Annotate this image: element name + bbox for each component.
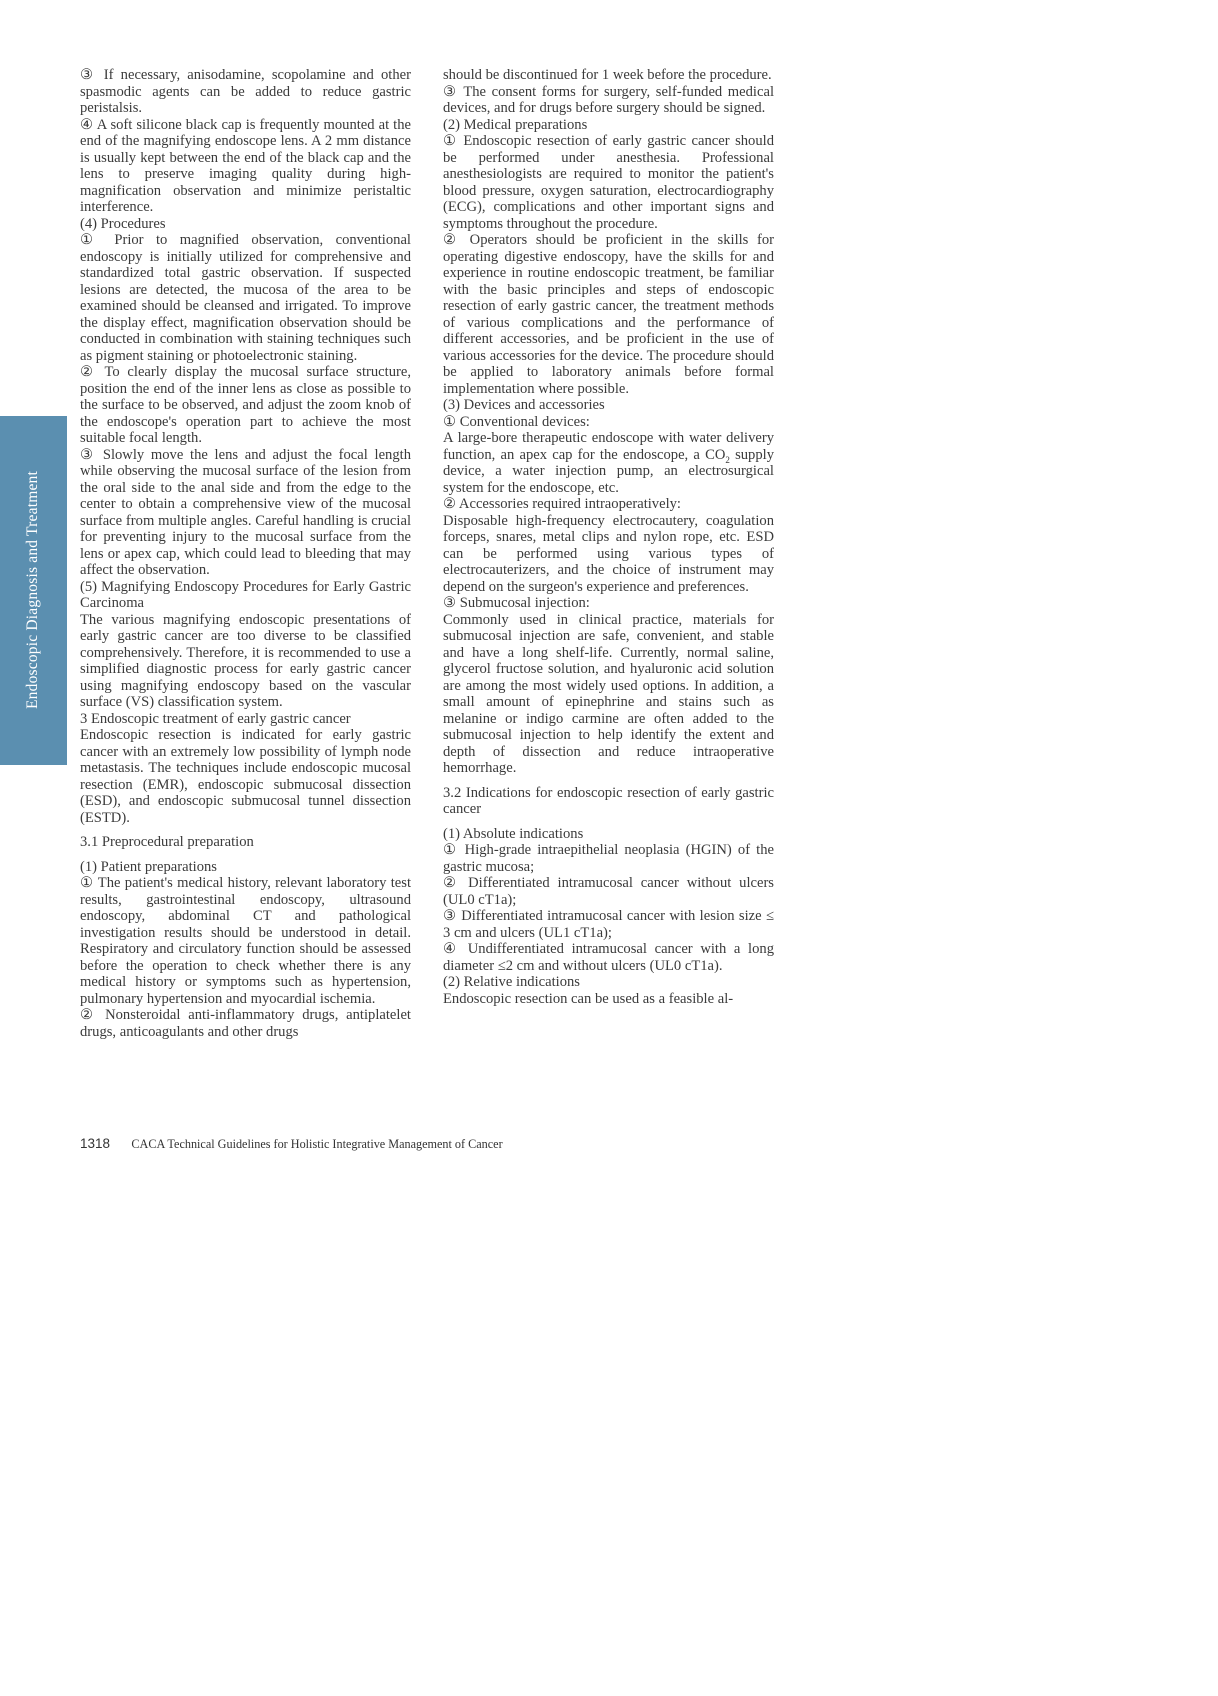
subscript: 2 <box>725 454 730 465</box>
paragraph: ② Nonsteroidal anti-inflammatory drugs, antiplatelet drugs, anticoagulants and other drugs <box>80 1007 411 1040</box>
paragraph <box>443 430 774 496</box>
paragraph: ③ Submucosal injection: <box>443 595 590 611</box>
paragraph-text: A large-bore therapeutic endoscope with water delivery function, an apex cap for the endoscope, a CO <box>443 430 774 463</box>
left-text-column <box>80 67 411 1040</box>
paragraph: should be discontinued for 1 week before the procedure. <box>443 67 772 83</box>
paragraph: (2) Medical preparations <box>443 116 588 133</box>
paragraph: ③ The consent forms for surgery, self-funded medical devices, and for drugs before surgery should be signed. <box>443 83 774 116</box>
paragraph: ② Operators should be proficient in the skills for operating digestive endoscopy, have the skills for and experience in routine endoscopic treatment, be familiar with the basic principles and steps of endoscopic resection of early gastric cancer, the treatment methods of various complications and the performance of different accessories, and be proficient in the use of various accessories for the device. The procedure should be applied to laboratory animals before formal implementation where possible. <box>443 232 774 397</box>
paragraph: The various magnifying endoscopic presentations of early gastric cancer are too diverse to be classified comprehensively. Therefore, it is recommended to use a simplified diagnostic process for early gastric cancer using magnifying endoscopy based on the vascular surface (VS) classification system. <box>80 611 411 710</box>
paragraph: ① Prior to magnified observation, conventional endoscopy is initially utilized for comprehensive and standardized total gastric observation. If suspected lesions are detected, the mucosa of the area to be examined should be cleansed and irrigated. To improve the display effect, magnification observation should be conducted in combination with staining techniques such as pigment staining or photoelectronic staining. <box>80 232 411 364</box>
paragraph: ③ If necessary, anisodamine, scopolamine and other spasmodic agents can be added to reduce gastric peristalsis. <box>80 67 411 116</box>
side-tab-label: Endoscopic Diagnosis and Treatment <box>24 471 41 709</box>
running-title: CACA Technical Guidelines for Holistic Integrative Management of Cancer <box>131 1137 503 1151</box>
paragraph: ③ Differentiated intramucosal cancer with lesion size ≤ 3 cm and ulcers (UL1 cT1a); <box>443 908 774 941</box>
paragraph: (4) Procedures <box>80 215 166 232</box>
paragraph-text: supply device, a water injection pump, an electrosurgical system for the endoscope, etc. <box>443 446 774 496</box>
paragraph: ④ Undifferentiated intramucosal cancer with a long diameter ≤2 cm and without ulcers (UL0 cT1a). <box>443 941 774 974</box>
paragraph: Endoscopic resection is indicated for early gastric cancer with an extremely low possibility of lymph node metastasis. The techniques include endoscopic mucosal resection (EMR), endoscopic submucosal dissection (ESD), and endoscopic submucosal tunnel dissection (ESTD). <box>80 727 411 826</box>
paragraph: ② Differentiated intramucosal cancer without ulcers (UL0 cT1a); <box>443 875 774 908</box>
paragraph: Endoscopic resection can be used as a feasible al- <box>443 990 734 1007</box>
paragraph: (2) Relative indications <box>443 974 580 990</box>
paragraph: ② Accessories required intraoperatively: <box>443 496 681 512</box>
paragraph: ② To clearly display the mucosal surface structure, position the end of the inner lens as close as possible to the surface to be observed, and adjust the zoom knob of the endoscope's operation part to achieve the most suitable focal length. <box>80 364 411 446</box>
section-heading: 3.1 Preprocedural preparation <box>80 834 254 850</box>
right-text-column <box>443 67 774 1007</box>
paragraph: ① High-grade intraepithelial neoplasia (HGIN) of the gastric mucosa; <box>443 842 774 875</box>
paragraph: Disposable high-frequency electrocautery, coagulation forceps, snares, metal clips and nylon rope, etc. ESD can be performed using various types of electrocauterizers, and the choice of instrument may depend on the surgeon's experience and preferences. <box>443 512 774 595</box>
paragraph: ① The patient's medical history, relevant laboratory test results, gastrointestinal endoscopy, ultrasound endoscopy, abdominal CT and pathological investigation results should be understood in detail. Respiratory and circulatory function should be assessed before the operation to check whether there is any medical history or symptoms such as hypertension, pulmonary hypertension and myocardial ischemia. <box>80 875 411 1007</box>
paragraph: (3) Devices and accessories <box>443 397 605 413</box>
paragraph: 3 Endoscopic treatment of early gastric cancer <box>80 710 351 727</box>
page-number: 1318 <box>80 1136 111 1151</box>
paragraph: ① Conventional devices: <box>443 413 590 430</box>
paragraph: ④ A soft silicone black cap is frequently mounted at the end of the magnifying endoscope lens. A 2 mm distance is usually kept between the end of the black cap and the lens to preserve imaging quality during high-magnification observation and minimize peristaltic interference. <box>80 116 411 215</box>
paragraph: (1) Absolute indications <box>443 825 584 842</box>
paragraph: (1) Patient preparations <box>80 858 217 875</box>
paragraph: ① Endoscopic resection of early gastric cancer should be performed under anesthesia. Professional anesthesiologists are required to monitor the patient's blood pressure, oxygen saturation, electrocardiography (ECG), complications and other important signs and symptoms throughout the procedure. <box>443 133 774 232</box>
paragraph: Commonly used in clinical practice, materials for submucosal injection are safe, convenient, and stable and have a long shelf-life. Currently, normal saline, glycerol fructose solution, and hyaluronic acid solution are among the most widely used options. In addition, a small amount of epinephrine and stains such as melanine or indigo carmine are often added to the submucosal injection to help identify the extent and depth of dissection and reduce intraoperative hemorrhage. <box>443 611 774 776</box>
section-heading: 3.2 Indications for endoscopic resection of early gastric cancer <box>443 784 774 817</box>
paragraph: ③ Slowly move the lens and adjust the focal length while observing the mucosal surface of the lesion from the oral side to the anal side and from the edge to the center to obtain a comprehensive view of the mucosal surface from multiple angles. Careful handling is crucial for preventing injury to the mucosal surface from the lens or apex cap, which could lead to bleeding that may affect the observation. <box>80 446 411 578</box>
page-footer <box>80 1136 503 1152</box>
paragraph: (5) Magnifying Endoscopy Procedures for Early Gastric Carcinoma <box>80 578 411 611</box>
